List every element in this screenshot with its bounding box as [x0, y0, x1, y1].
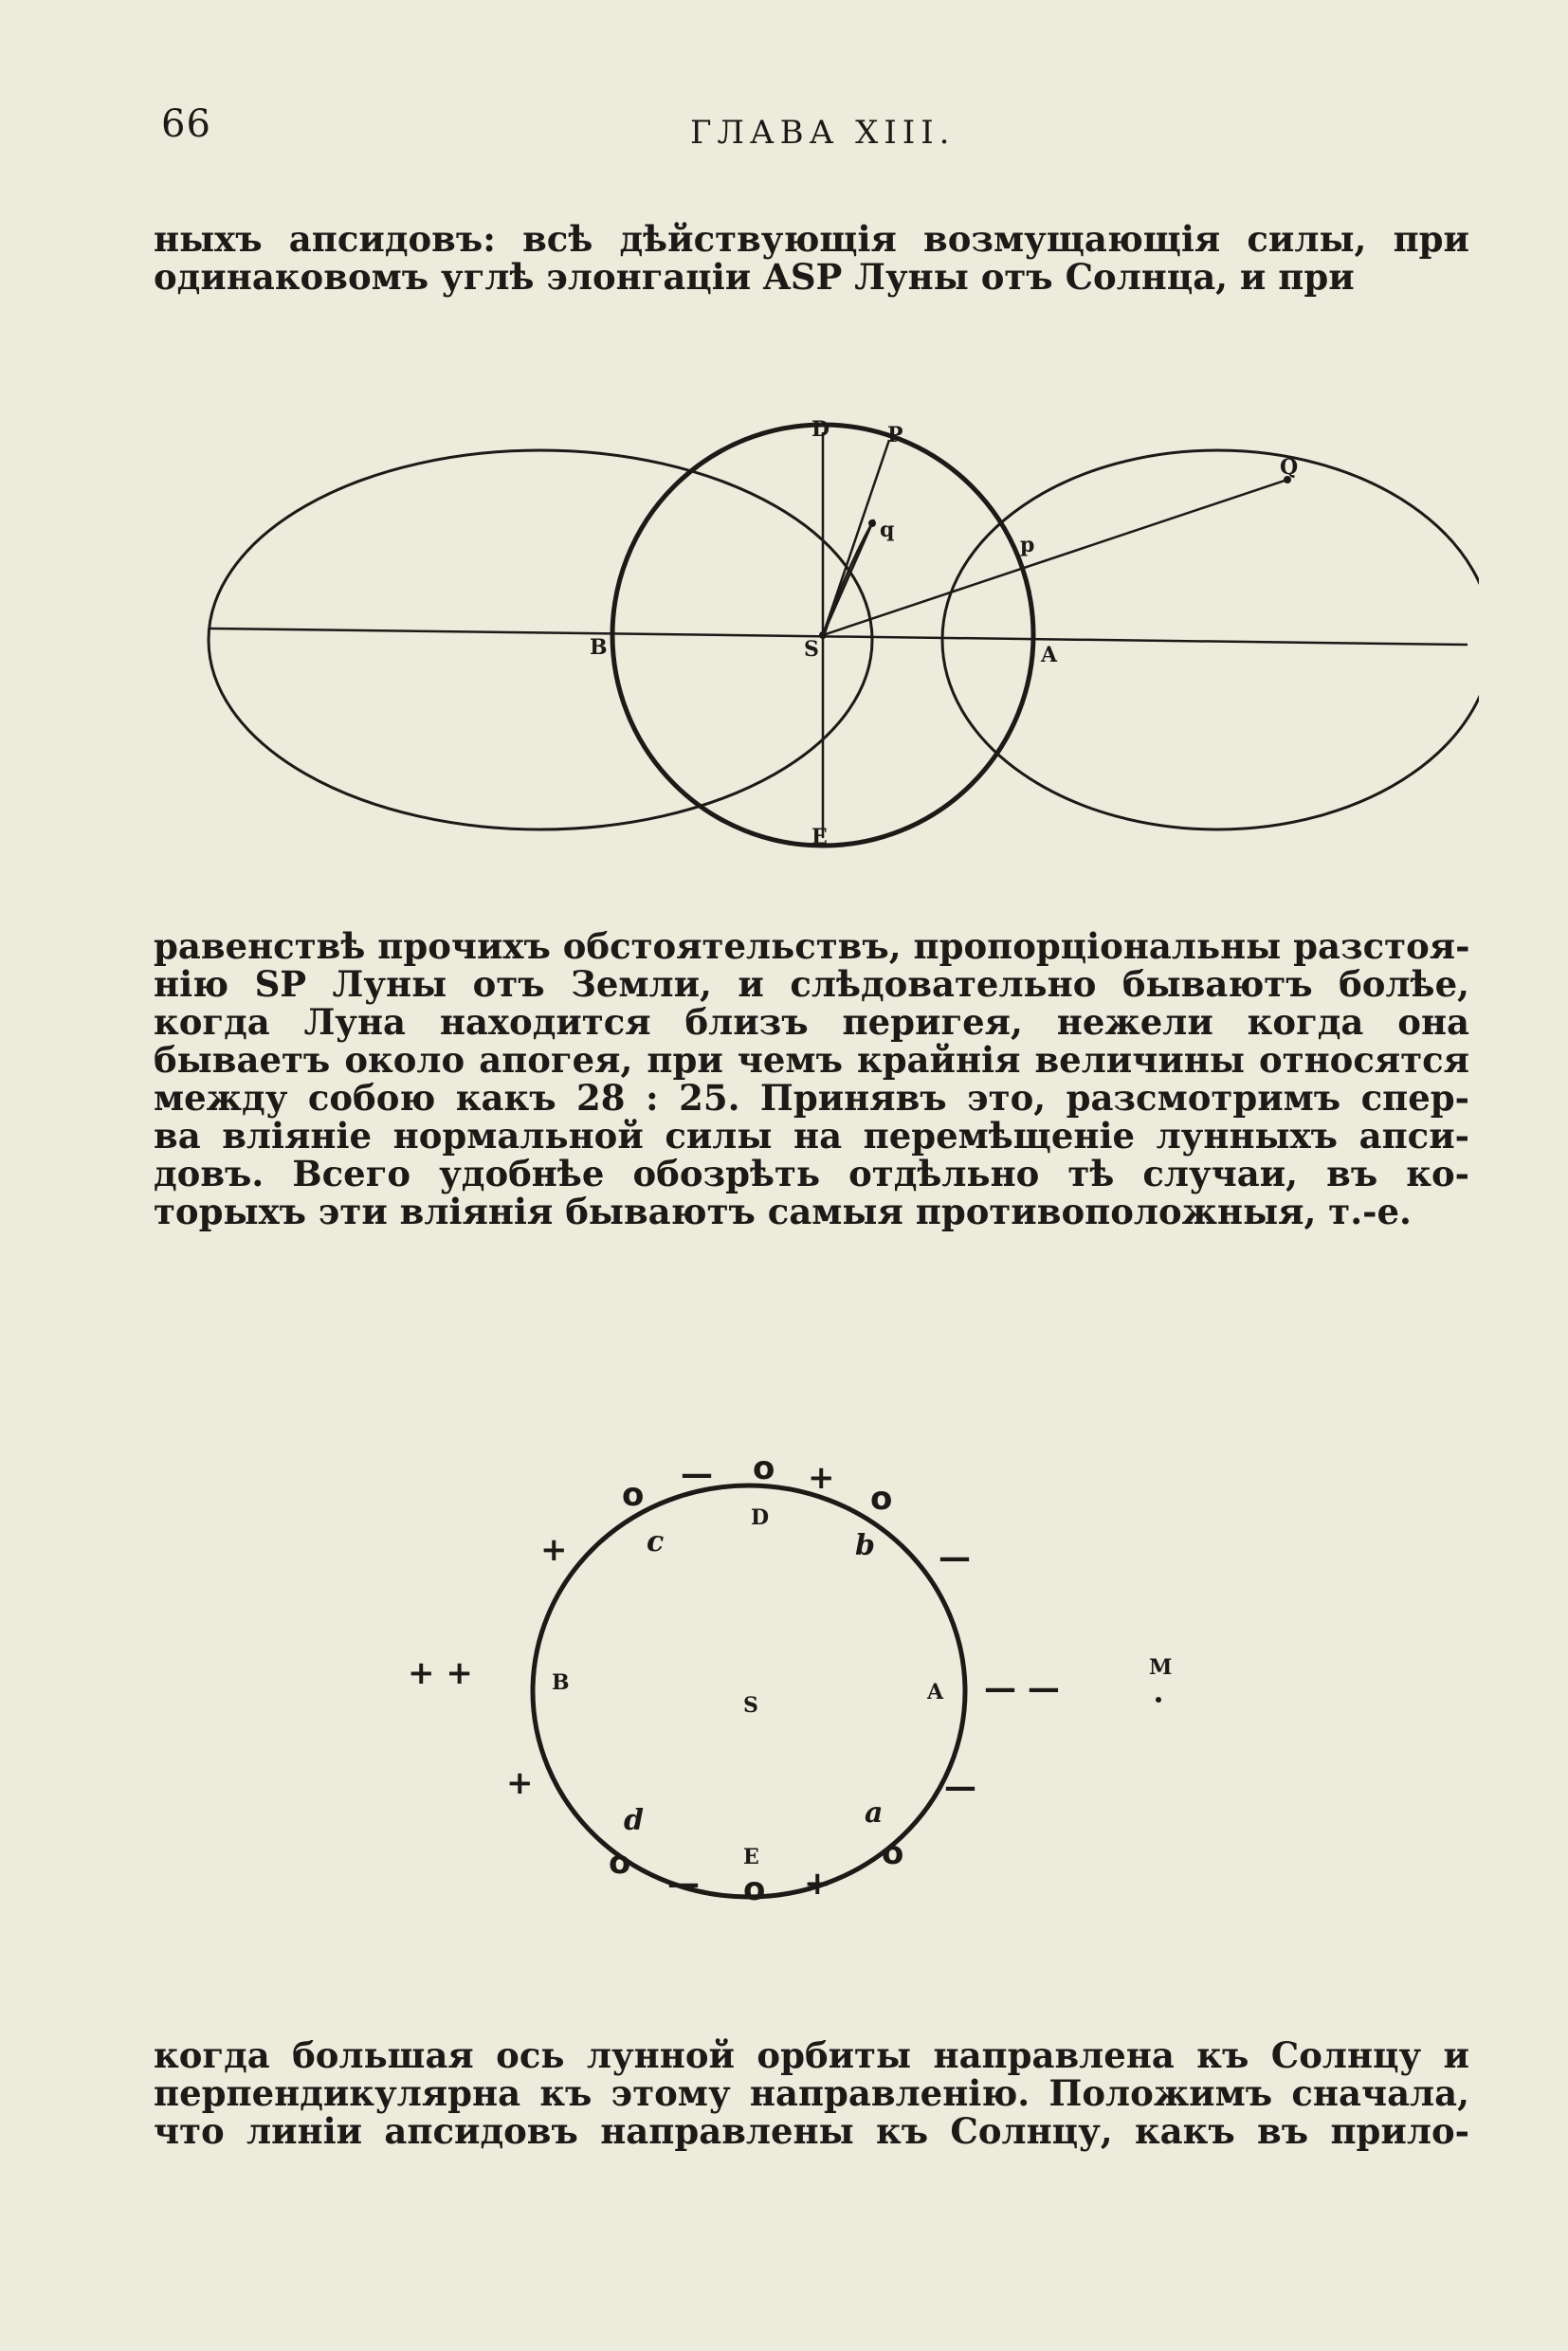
sign-zero-top-left: o	[622, 1476, 645, 1514]
label-a: A	[927, 1680, 944, 1704]
label-c: c	[647, 1525, 665, 1558]
page-number: 66	[161, 102, 211, 146]
text-line: торыхъ эти вліянія бываютъ самыя противоположныя, т.-е.	[154, 1191, 1412, 1232]
label-e: E	[743, 1845, 759, 1869]
label-a: A	[1041, 643, 1058, 667]
sign-minus-top: —	[681, 1455, 713, 1493]
sign-zero-bottom-left: o	[609, 1844, 631, 1882]
sign-zero-bottom: o	[743, 1870, 766, 1908]
text-line: перпендикулярна къ этому направленію. Положимъ сначала,	[154, 2072, 1469, 2114]
text-line: между собою какъ 28 : 25. Принявъ это, разсмотримъ спер-	[154, 1077, 1469, 1119]
label-a-lower: a	[865, 1796, 884, 1830]
sign-zero-top-right: o	[870, 1480, 893, 1518]
text-line: довъ. Всего удобнѣе обозрѣть отдѣльно тѣ случаи, въ ко-	[154, 1153, 1469, 1194]
label-q-small: q	[880, 518, 895, 542]
running-head: ГЛАВА XIII.	[690, 114, 956, 152]
text-line: когда Луна находится близъ перигея, нежели когда она	[154, 1001, 1469, 1043]
sign-double-minus-right: — —	[984, 1669, 1060, 1707]
text-line: когда большая ось лунной орбиты направлена къ Солнцу и	[154, 2034, 1469, 2076]
text-line: одинаковомъ углѣ элонгаціи ASP Луны отъ Солнца, и при	[154, 256, 1355, 298]
sign-zero-top: o	[753, 1450, 775, 1487]
text-line: ныхъ апсидовъ: всѣ дѣйствующія возмущающія силы, при	[154, 218, 1469, 260]
label-s: S	[743, 1693, 758, 1718]
figure-orbit-ellipses	[190, 408, 1479, 882]
label-b-lower: b	[855, 1529, 875, 1562]
sign-minus-bottom: —	[667, 1865, 700, 1903]
paragraph-middle	[154, 927, 1469, 1230]
label-q-right: Q	[1280, 455, 1299, 480]
label-p: p	[1020, 533, 1035, 557]
label-d: D	[751, 1505, 770, 1530]
figure-force-signs	[379, 1450, 1232, 1924]
point-s	[819, 631, 827, 639]
left-ellipse	[209, 450, 872, 829]
paragraph-bottom	[154, 2036, 1469, 2150]
label-p-top: P	[887, 423, 903, 447]
text-line: ва вліяніе нормальной силы на перемѣщеніе лунныхъ апси-	[154, 1115, 1469, 1157]
sign-minus-lower-right: —	[944, 1768, 976, 1806]
label-b: B	[590, 635, 608, 660]
text-line: бываетъ около апогея, при чемъ крайнія величины относятся	[154, 1039, 1469, 1081]
text-line: равенствѣ прочихъ обстоятельствъ, пропорціональны разстоя-	[154, 925, 1470, 967]
label-e: E	[811, 825, 828, 849]
sign-minus-upper-right: —	[939, 1539, 971, 1576]
point-m	[1156, 1697, 1161, 1703]
text-line: нію SP Луны отъ Земли, и слѣдовательно бываютъ болѣе,	[154, 963, 1469, 1005]
sign-double-plus-left: + +	[408, 1654, 473, 1692]
sign-zero-bottom-right: o	[882, 1834, 904, 1872]
sign-plus-bottom: +	[804, 1865, 831, 1903]
label-b: B	[552, 1670, 570, 1695]
sign-plus-upper-left: +	[540, 1531, 568, 1569]
paragraph-top	[154, 220, 1469, 296]
text-line: что линіи апсидовъ направлены къ Солнцу, какъ въ прило-	[154, 2110, 1469, 2152]
point-q-small	[868, 519, 876, 527]
line-s-q	[823, 480, 1287, 635]
label-d: D	[811, 417, 830, 442]
sign-plus-lower-left: +	[506, 1764, 534, 1802]
label-d-lower: d	[624, 1804, 644, 1837]
sign-plus-top: +	[808, 1459, 835, 1497]
label-s: S	[804, 637, 819, 662]
label-m: M	[1149, 1655, 1173, 1680]
